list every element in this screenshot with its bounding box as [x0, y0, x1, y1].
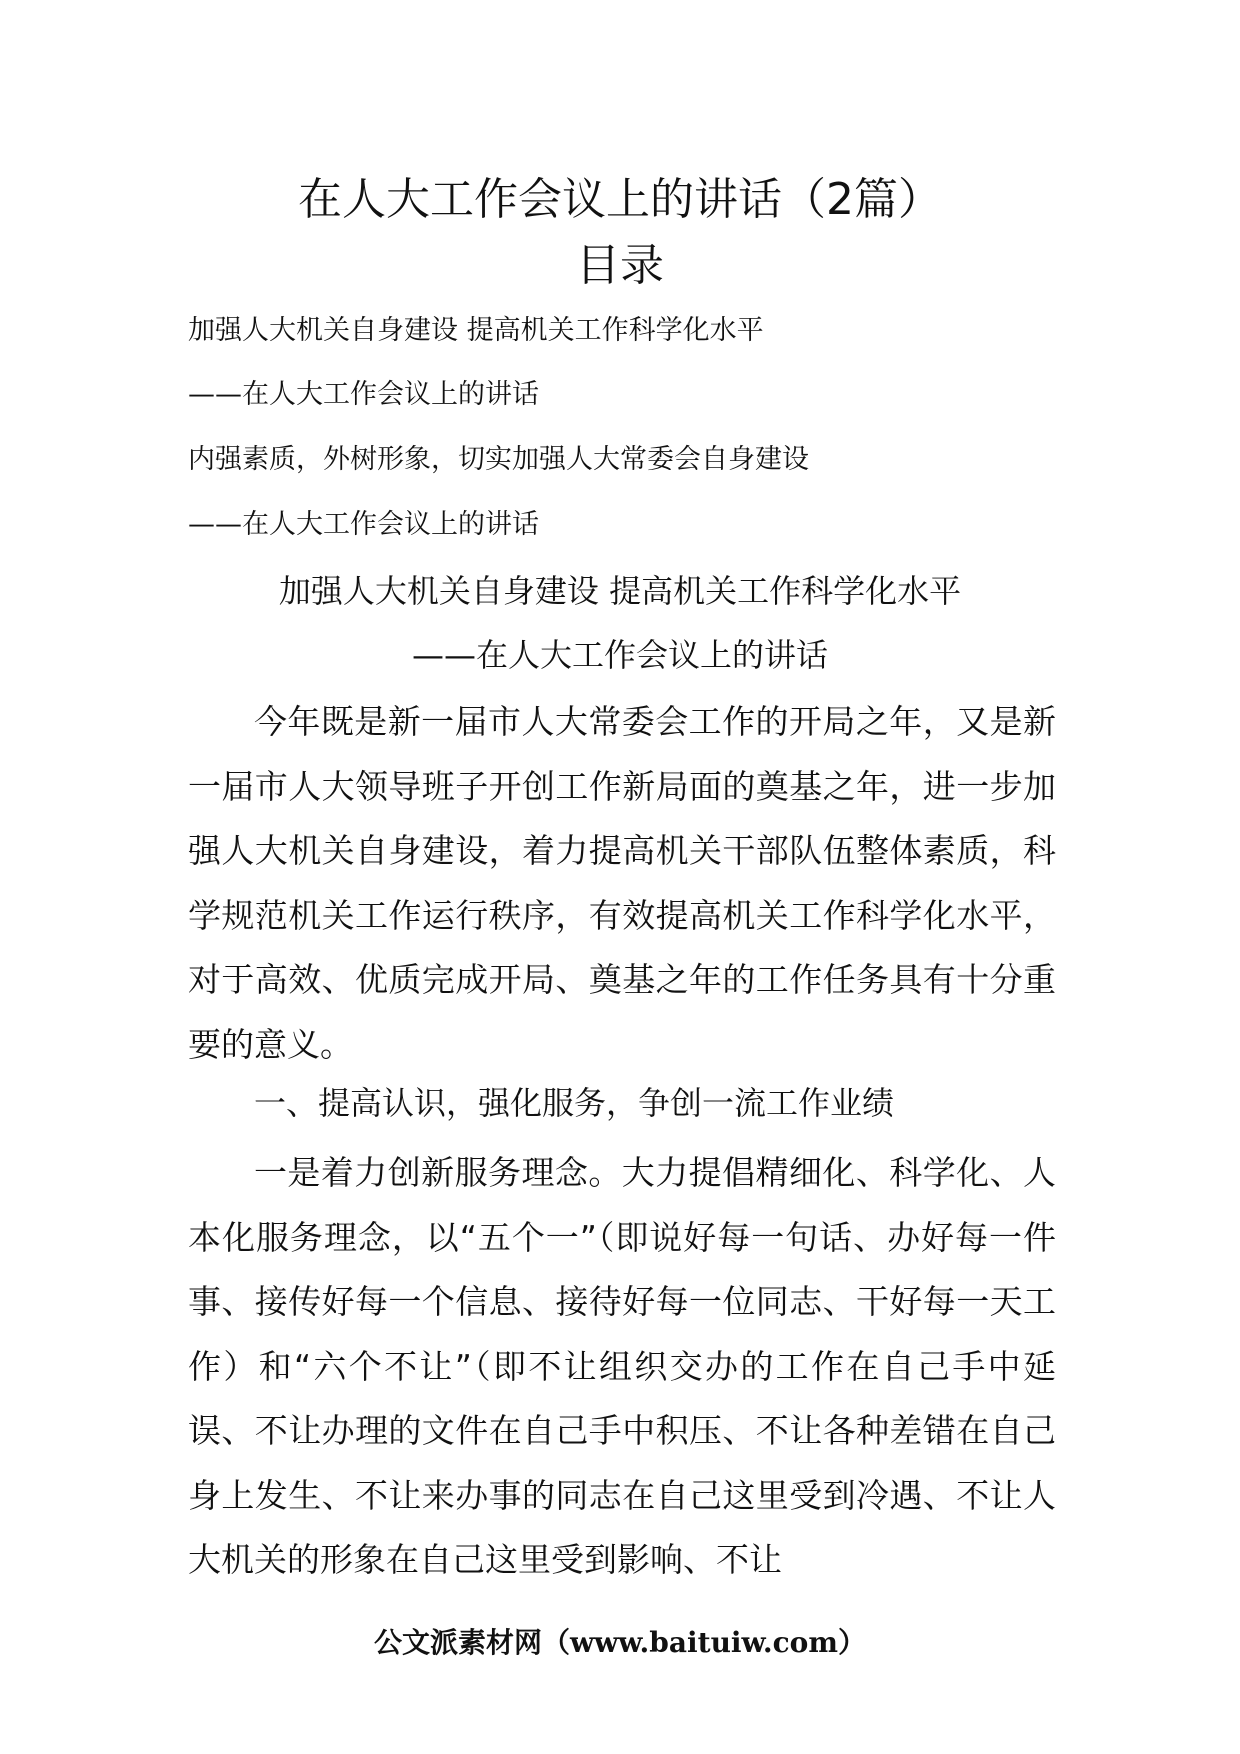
toc-item: 加强人大机关自身建设 提高机关工作科学化水平: [188, 315, 764, 346]
body-paragraph: 今年既是新一届市人大常委会工作的开局之年，又是新一届市人大领导班子开创工作新局面的奠基之年，进一步加强人大机关自身建设，着力提高机关干部队伍整体素质，科学规范机关工作运行秩序，有效提高机关工作科学化水平，对于高效、优质完成开局、奠基之年的工作任务具有十分重要的意义。: [188, 702, 1056, 1064]
article-subtitle: ——在人大工作会议上的讲话: [411, 636, 828, 674]
page-footer: 公文派素材网（www.baituiw.com）: [374, 1626, 866, 1659]
section-heading: 一、提高认识，强化服务，争创一流工作业绩: [254, 1084, 895, 1122]
document-title: 在人大工作会议上的讲话（2篇）: [298, 174, 942, 225]
article-title: 加强人大机关自身建设 提高机关工作科学化水平: [278, 572, 962, 610]
toc-item: 内强素质，外树形象，切实加强人大常委会自身建设: [188, 444, 809, 475]
toc-item: ——在人大工作会议上的讲话: [188, 509, 539, 540]
toc-heading: 目录: [576, 240, 664, 291]
toc-item: ——在人大工作会议上的讲话: [188, 379, 539, 410]
body-paragraph: 一是着力创新服务理念。大力提倡精细化、科学化、人本化服务理念，以“五个一”（即说好每一句话、办好每一件事、接传好每一个信息、接待好每一位同志、干好每一天工作）和“六个不让”（即不让组织交办的工作在自己手中延误、不让办理的文件在自己手中积压、不让各种差错在自己身上发生、不让来办事的同志在自己这里受到冷遇、不让人大机关的形象在自己这里受到影响、不让: [188, 1153, 1056, 1579]
